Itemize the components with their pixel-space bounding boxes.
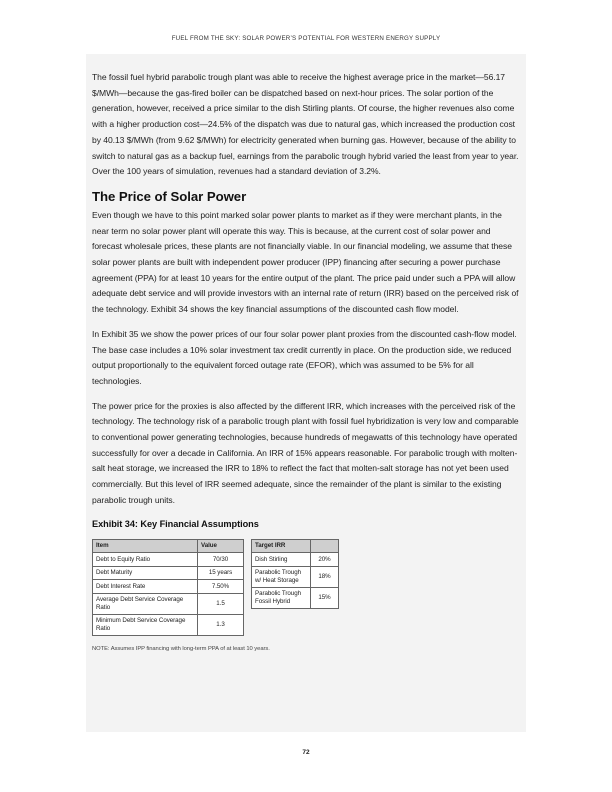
table-row	[252, 566, 339, 587]
item-cell: Debt to Equity Ratio	[93, 553, 198, 567]
item-cell: Minimum Debt Service Coverage Ratio	[93, 614, 198, 635]
table-header-row	[93, 539, 244, 553]
exhibit-note: NOTE: Assumes IPP financing with long-term PPA of at least 10 years.	[92, 645, 270, 652]
technology-cell: Parabolic Trough w/ Heat Storage	[252, 566, 311, 587]
table-row	[93, 566, 244, 580]
table-row	[93, 580, 244, 594]
value-cell: 70/30	[198, 553, 244, 567]
table-row	[252, 553, 339, 567]
table-row	[252, 587, 339, 608]
item-cell: Average Debt Service Coverage Ratio	[93, 593, 198, 614]
value-cell: 1.3	[198, 614, 244, 635]
table-row	[93, 553, 244, 567]
main-content	[92, 70, 520, 653]
table-row	[93, 593, 244, 614]
column-header: Item	[93, 539, 198, 553]
column-header: Target IRR	[252, 539, 311, 553]
page-number: 72	[302, 749, 310, 756]
value-cell: 7.50%	[198, 580, 244, 594]
column-header	[311, 539, 339, 553]
technology-cell: Dish Stirling	[252, 553, 311, 567]
body-paragraph: Even though we have to this point marked solar power plants to market as if they were merchant plants, in the near term no solar power plant will operate this way. This is because, at the current cost of solar power and forecast wholesale prices, these plants are not financially viable. In our financial modeling, we assume that these solar power plants are built with independent power producer (IPP) financing after securing a power purchase agreement (PPA) for at least 10 years for the entire output of the plant. The price paid under such a PPA will allow adequate debt service and will provide investors with an internal rate of return (IRR) based on the perceived risk of the technology. Exhibit 34 shows the key financial assumptions of the discounted cash flow model.	[92, 209, 519, 315]
section-heading: The Price of Solar Power	[92, 188, 247, 204]
item-cell: Debt Interest Rate	[93, 580, 198, 594]
running-header: FUEL FROM THE SKY: SOLAR POWER’S POTENTIAL FOR WESTERN ENERGY SUPPLY	[171, 35, 441, 42]
exhibit-title: Exhibit 34: Key Financial Assumptions	[92, 518, 259, 529]
irr-cell: 20%	[311, 553, 339, 567]
value-cell: 1.5	[198, 593, 244, 614]
exhibit-tables	[92, 539, 520, 636]
value-cell: 15 years	[198, 566, 244, 580]
irr-cell: 15%	[311, 587, 339, 608]
target-irr-table	[251, 539, 339, 609]
column-header: Value	[198, 539, 244, 553]
table-row	[93, 614, 244, 635]
body-paragraph: The fossil fuel hybrid parabolic trough plant was able to receive the highest average price in the market—56.17 $/MWh—because the gas-fired boiler can be dispatched based on next-hour prices. The solar portion of the generation, however, received a price similar to the dish Stirling plants. Of course, the higher revenues also come with a higher production cost—24.5% of the dispatch was due to natural gas, which increased the production cost by 40.13 $/MWh (from 9.62 $/MWh) for electricity generated when burning gas. However, because of the ability to switch to natural gas as a backup fuel, earnings from the parabolic trough hybrid varied the least from year to year. Over the 100 years of simulation, revenues had a standard deviation of 3.2%.	[92, 72, 519, 177]
table-header-row	[252, 539, 339, 553]
technology-cell: Parabolic Trough Fossil Hybrid	[252, 587, 311, 608]
item-cell: Debt Maturity	[93, 566, 198, 580]
financial-assumptions-table	[92, 539, 244, 636]
irr-cell: 18%	[311, 566, 339, 587]
body-paragraph: In Exhibit 35 we show the power prices of our four solar power plant proxies from the discounted cash-flow model. The base case includes a 10% solar investment tax credit currently in place. On the production side, we reduced output proportionally to the equivalent forced outage rate (EFOR), which was assumed to be 5% for all technologies.	[92, 328, 517, 386]
body-paragraph: The power price for the proxies is also affected by the different IRR, which increases with the perceived risk of the technology. The technology risk of a parabolic trough plant with fossil fuel hybridization is very low and comparable to conventional power generating technologies, because hundreds of megawatts of this technology have operated successfully for over a decade in California. An IRR of 15% appears reasonable. For parabolic trough with molten-salt heat storage, we increased the IRR to 18% to reflect the fact that molten-salt storage has not yet been used commercially. But this level of IRR seemed adequate, since the remainder of the plant is similar to the existing parabolic trough units.	[92, 400, 519, 505]
